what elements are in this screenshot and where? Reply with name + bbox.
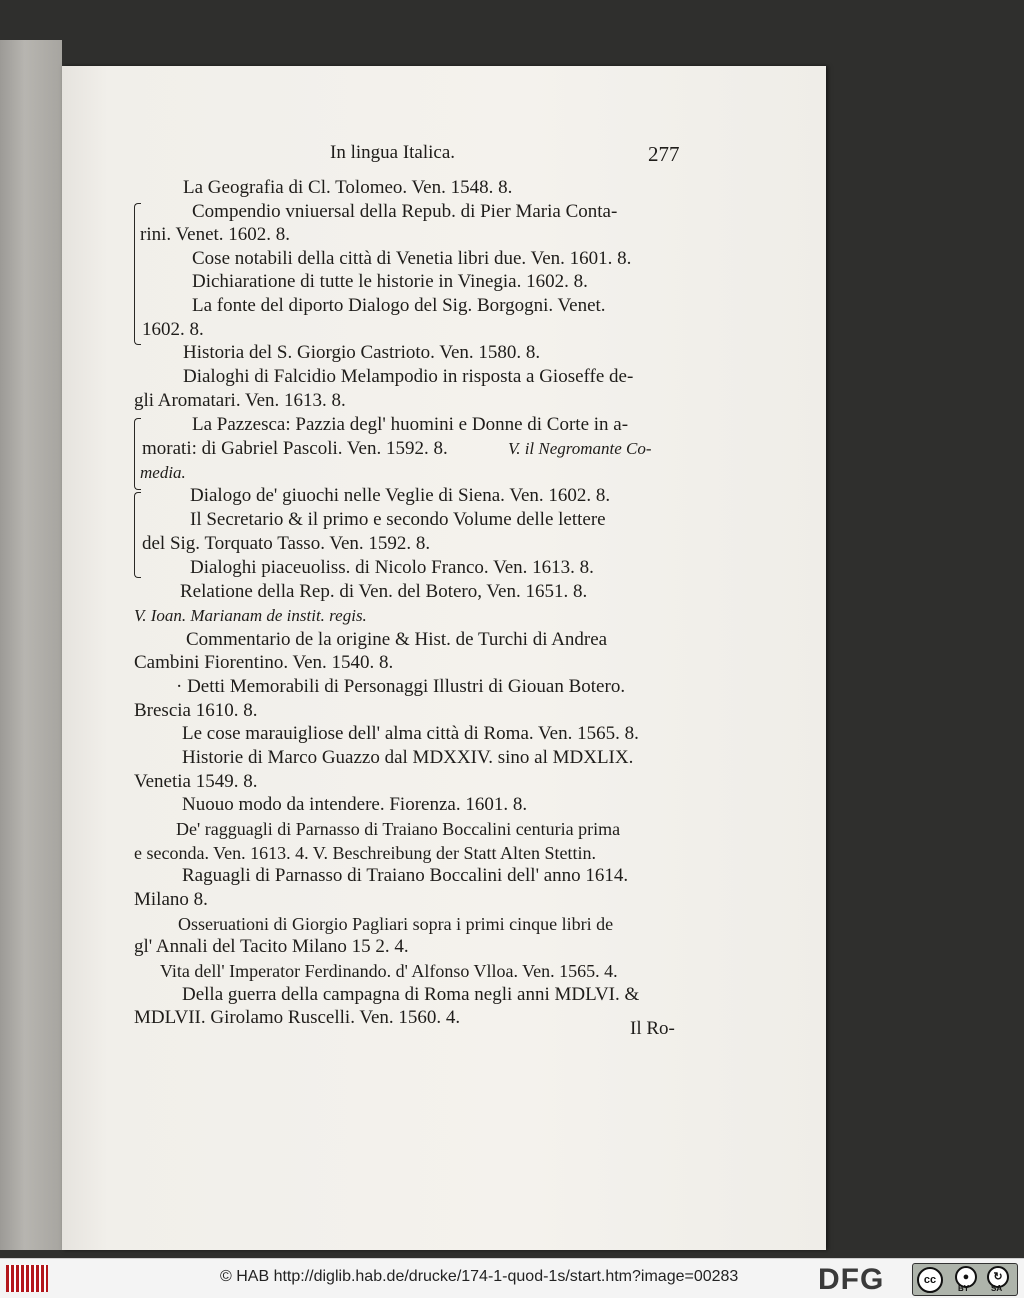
catchword: Il Ro- xyxy=(630,1018,675,1039)
entry-line: media. xyxy=(140,463,186,482)
entry-line: e seconda. Ven. 1613. 4. V. Beschreibung der Statt Alten Stettin. xyxy=(134,843,596,863)
entry-line: De' ragguagli di Parnasso di Traiano Boccalini centuria prima xyxy=(176,819,621,839)
margin-bracket xyxy=(134,492,141,578)
entry-line: Venetia 1549. 8. xyxy=(134,771,258,792)
entry-line: Relatione della Rep. di Ven. del Botero, Ven. 1651. 8. xyxy=(180,581,588,602)
entry-line: Raguagli di Parnasso di Traiano Boccalini dell' anno 1614. xyxy=(182,865,629,886)
viewer-footer xyxy=(0,1258,1024,1298)
entry-line: V. Ioan. Marianam de instit. regis. xyxy=(134,606,367,625)
entry-line: del Sig. Torquato Tasso. Ven. 1592. 8. xyxy=(142,533,431,554)
entry-line: Dialoghi piaceuoliss. di Nicolo Franco. Ven. 1613. 8. xyxy=(190,557,594,578)
entry-line: Nuouo modo da intendere. Fiorenza. 1601. 8. xyxy=(182,794,528,815)
book-edge xyxy=(0,40,62,1250)
license-badge[interactable] xyxy=(912,1263,1018,1296)
by-icon: ● xyxy=(955,1266,977,1288)
entry-line: Dialoghi di Falcidio Melampodio in risposta a Gioseffe de- xyxy=(183,366,634,387)
source-link[interactable]: © HAB http://diglib.hab.de/drucke/174-1-quod-1s/start.htm?image=00283 xyxy=(220,1268,739,1285)
hab-logo-icon xyxy=(6,1265,48,1292)
by-label: BY xyxy=(958,1284,970,1293)
entry-line: Cose notabili della città di Venetia libri due. Ven. 1601. 8. xyxy=(192,248,632,269)
sa-icon: ↻ xyxy=(987,1266,1009,1288)
entry-line: morati: di Gabriel Pascoli. Ven. 1592. 8. xyxy=(142,438,448,459)
entry-line: Compendio vniuersal della Repub. di Pier Maria Conta- xyxy=(192,201,618,222)
entry-line: Della guerra della campagna di Roma negli anni MDLVI. & xyxy=(182,984,640,1005)
entry-line: Il Secretario & il primo e secondo Volume delle lettere xyxy=(190,509,606,530)
entry-line: Milano 8. xyxy=(134,889,208,910)
entry-line: La fonte del diporto Dialogo del Sig. Borgogni. Venet. xyxy=(192,295,606,316)
entry-line: Historie di Marco Guazzo dal MDXXIV. sino al MDXLIX. xyxy=(182,747,634,768)
entry-line: La Pazzesca: Pazzia degl' huomini e Donne di Corte in a- xyxy=(192,414,629,435)
entry-line: · Detti Memorabili di Personaggi Illustri di Giouan Botero. xyxy=(176,676,626,697)
entry-line: Cambini Fiorentino. Ven. 1540. 8. xyxy=(134,652,394,673)
dfg-logo: DFG xyxy=(818,1263,885,1296)
entry-line: Dialogo de' giuochi nelle Veglie di Siena. Ven. 1602. 8. xyxy=(190,485,611,506)
entry-line: MDLVII. Girolamo Ruscelli. Ven. 1560. 4. xyxy=(134,1007,461,1028)
entry-line: V. il Negromante Co- xyxy=(508,439,652,458)
entry-line: Le cose marauigliose dell' alma città di Roma. Ven. 1565. 8. xyxy=(182,723,639,744)
running-head: In lingua Italica. xyxy=(330,142,456,163)
entry-line: Osseruationi di Giorgio Pagliari sopra i primi cinque libri de xyxy=(178,914,614,934)
entry-line: Vita dell' Imperator Ferdinando. d' Alfonso Vlloa. Ven. 1565. 4. xyxy=(160,961,618,981)
entry-line: Dichiaratione di tutte le historie in Vinegia. 1602. 8. xyxy=(192,271,588,292)
entry-line: Brescia 1610. 8. xyxy=(134,700,258,721)
entry-line: La Geografia di Cl. Tolomeo. Ven. 1548. 8. xyxy=(183,177,513,198)
entry-line: Historia del S. Giorgio Castrioto. Ven. 1580. 8. xyxy=(183,342,541,363)
sa-label: SA xyxy=(991,1284,1003,1293)
page-number: 277 xyxy=(648,142,680,166)
cc-icon: cc xyxy=(917,1267,943,1293)
entry-line: rini. Venet. 1602. 8. xyxy=(140,224,291,245)
entry-line: 1602. 8. xyxy=(142,319,204,340)
entry-line: Commentario de la origine & Hist. de Turchi di Andrea xyxy=(186,629,608,650)
entry-line: gl' Annali del Tacito Milano 15 2. 4. xyxy=(134,936,409,957)
entry-line: gli Aromatari. Ven. 1613. 8. xyxy=(134,390,346,411)
